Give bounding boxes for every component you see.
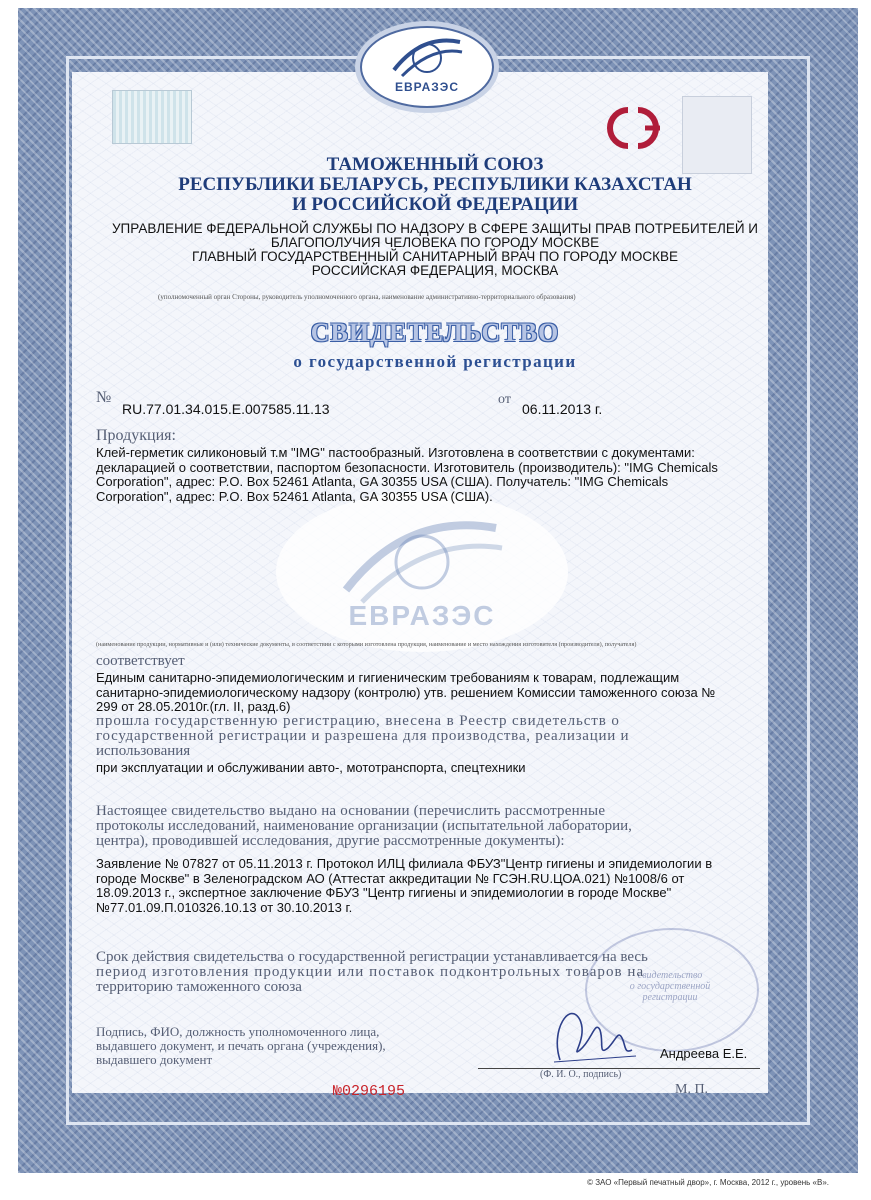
validity-line-3: территорию таможенного союза xyxy=(96,979,302,995)
usage-text: при эксплуатации и обслуживании авто-, мототранспорта, спецтехники xyxy=(96,760,526,775)
seal-place-label: М. П. xyxy=(675,1082,709,1097)
conformity-line-1: Единым санитарно-эпидемиологическим и гигиеническим требованиям к товарам, подлежащим xyxy=(96,670,680,685)
basis-doc-line-4: №77.01.09.П.010326.10.13 от 30.10.2013 г. xyxy=(96,899,353,915)
basis-doc-line-1: Заявление № 07827 от 05.11.2013 г. Протокол ИЛЦ филиала ФБУЗ"Центр гигиены и эпидемиологии в xyxy=(96,856,713,871)
product-line-2: декларацией о соответствии, паспортом безопасности. Изготовитель (производитель): "IMG Chemicals xyxy=(96,459,718,475)
product-line-4: Corporation", адрес: P.O. Box 52461 Atlanta, GA 30355 USA (США). xyxy=(96,488,493,504)
eurasec-watermark xyxy=(276,492,568,652)
authority-caption: (уполномоченный орган Стороны, руководитель уполномоченного органа, наименование административно-территориального образования) xyxy=(158,293,576,301)
document-subtitle: о государственной регистрации xyxy=(293,352,577,371)
number-label: № xyxy=(96,389,112,406)
emblem-text: ЕВРАЗЭС xyxy=(394,80,459,94)
conformity-label: соответствует xyxy=(96,653,185,669)
basis-line-1: Настоящее свидетельство выдано на основании (перечислить рассмотренные xyxy=(96,803,606,819)
authority-line2: БЛАГОПОЛУЧИЯ ЧЕЛОВЕКА ПО ГОРОДУ МОСКВЕ xyxy=(270,235,600,250)
basis-line-2: протоколы исследований, наименование организации (испытательной лаборатории, xyxy=(96,818,632,834)
basis-line-3: центра), проводившей исследования, другие рассмотренные документы): xyxy=(96,833,565,849)
signature-caption-2: выдавшего документ, и печать органа (учреждения), xyxy=(96,1038,386,1053)
union-title-line3: И РОССИЙСКОЙ ФЕДЕРАЦИИ xyxy=(291,194,579,215)
globe-icon xyxy=(362,28,492,106)
basis-doc-line-2: городе Москве" в Зеленоградском АО (Аттестат аккредитации № ГСЭН.RU.ЦОА.021) №1008/6 от xyxy=(96,870,685,886)
registry-line-2: государственной регистрации и разрешена для производства, реализации и xyxy=(96,728,630,744)
authority-line4: РОССИЙСКАЯ ФЕДЕРАЦИЯ, МОСКВА xyxy=(311,263,559,278)
fio-caption: (Ф. И. О., подпись) xyxy=(540,1069,622,1080)
conformity-line-3: 299 от 28.05.2010г.(гл. II, разд.6) xyxy=(96,699,291,714)
registry-line-3: использования xyxy=(96,743,191,759)
registration-date: 06.11.2013 г. xyxy=(522,401,603,417)
authority-line3: ГЛАВНЫЙ ГОСУДАРСТВЕННЫЙ САНИТАРНЫЙ ВРАЧ ПО ГОРОДУ МОСКВЕ xyxy=(192,249,678,264)
product-line-3: Corporation", адрес: P.O. Box 52461 Atlanta, GA 30355 USA (США). Получатель: "IMG Chemicals xyxy=(96,474,669,489)
validity-line-2: период изготовления продукции или поставок подконтрольных товаров на xyxy=(96,964,645,980)
watermark-text: ЕВРАЗЭС xyxy=(348,600,496,631)
conformity-mark-icon xyxy=(598,104,672,152)
validity-line-1: Срок действия свидетельства о государственной регистрации устанавливается на весь xyxy=(96,949,648,965)
product-label: Продукция: xyxy=(96,427,176,444)
signer-name: Андреева Е.Е. xyxy=(660,1046,748,1061)
union-title-line1: ТАМОЖЕННЫЙ СОЮЗ xyxy=(326,154,544,175)
eurasec-emblem xyxy=(360,26,494,108)
conformity-line-2: санитарно-эпидемиологическому надзору (контролю) утв. решением Комиссии таможенного союза № xyxy=(96,684,716,700)
handwritten-signature xyxy=(540,990,640,1070)
product-line-1: Клей-герметик силиконовый т.м "IMG" пастообразный. Изготовлена в соответствии с документами: xyxy=(96,445,695,460)
authority-line1: УПРАВЛЕНИЕ ФЕДЕРАЛЬНОЙ СЛУЖБЫ ПО НАДЗОРУ В СФЕРЕ ЗАЩИТЫ ПРАВ ПОТРЕБИТЕЛЕЙ И xyxy=(111,221,758,236)
product-caption: (наименование продукции, нормативные и (или) технические документы, в соответствии с которыми изготовлена продукция, наименование и место нахождения изготовителя (производителя), получателя) xyxy=(96,641,637,648)
registration-number: RU.77.01.34.015.E.007585.11.13 xyxy=(122,401,330,417)
serial-number: №0296195 xyxy=(333,1083,406,1100)
stamp-text: свидетельство о государственной регистрации xyxy=(629,970,711,1003)
printer-footer: © ЗАО «Первый печатный двор», г. Москва, 2012 г., уровень «В». xyxy=(587,1178,829,1187)
document-title: СВИДЕТЕЛЬСТВО xyxy=(310,318,560,347)
hologram xyxy=(112,90,192,144)
signature-caption-1: Подпись, ФИО, должность уполномоченного лица, xyxy=(96,1024,380,1039)
basis-doc-line-3: 18.09.2013 г., экспертное заключение ФБУЗ "Центр гигиены и эпидемиологии в городе Москве" xyxy=(96,885,672,900)
date-label: от xyxy=(498,392,511,407)
union-title-line2: РЕСПУБЛИКИ БЕЛАРУСЬ, РЕСПУБЛИКИ КАЗАХСТАН xyxy=(178,174,692,195)
signature-caption-3: выдавшего документ xyxy=(96,1052,213,1067)
registry-line-1: прошла государственную регистрацию, внесена в Реестр свидетельств о xyxy=(96,713,620,729)
